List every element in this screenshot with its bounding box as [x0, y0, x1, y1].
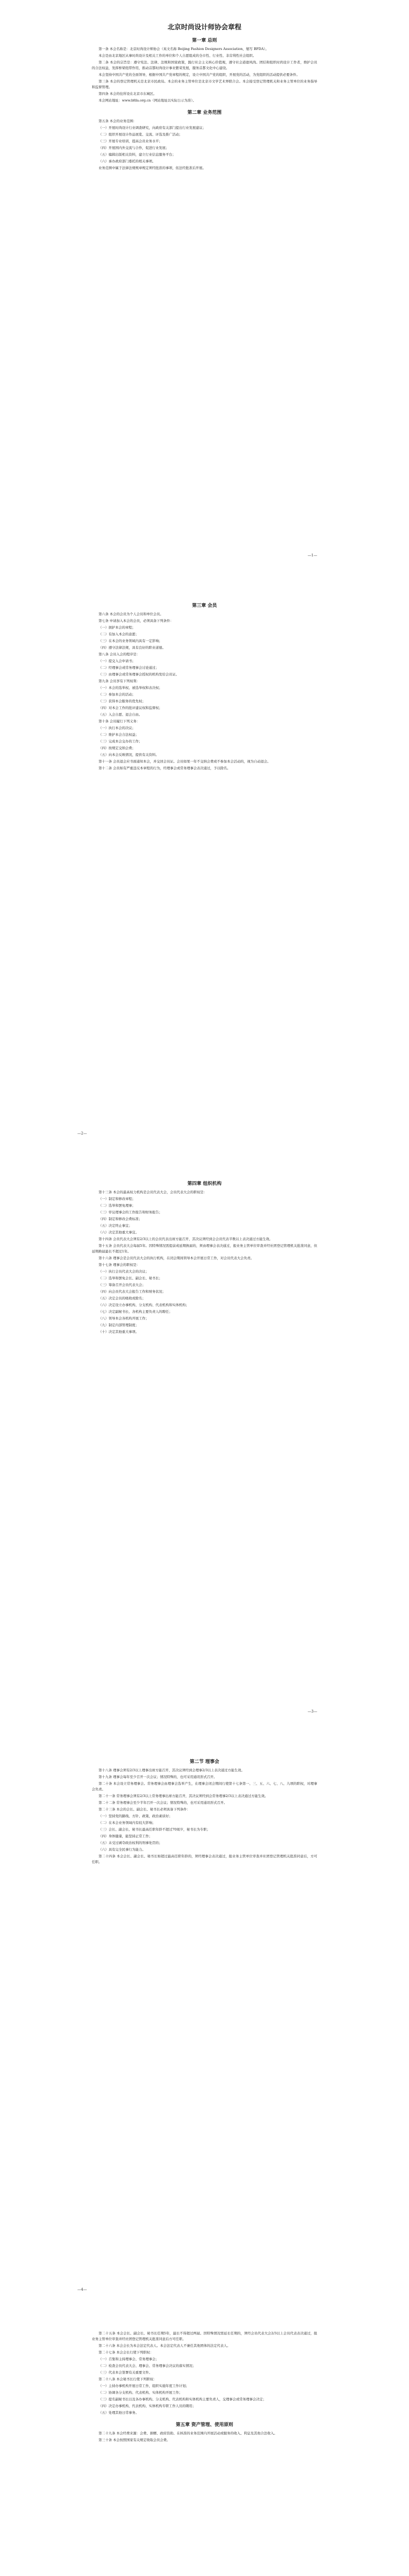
paragraph: （四）身体健康，能坚持正常工作；: [99, 1834, 152, 1838]
paragraph: （三）审议理事会的工作报告和财务报告；: [99, 1210, 162, 1214]
page-number: —4—: [77, 2287, 87, 2292]
paragraph: 第十三条 本会的最高权力机构是会员代表大会，会员代表大会的职权是：: [99, 1190, 207, 1194]
paragraph: （一）制定和修改章程；: [99, 1197, 136, 1201]
paragraph: （六）决定其他重大事宜。: [99, 1230, 139, 1234]
paragraph: （五）编辑出版相关资料，建立行业信息服务平台；: [99, 152, 176, 157]
paragraph: 第二十二条 常务理事会至少半年召开一次会议；情况特殊的，也可采用通讯形式召开。: [99, 1801, 227, 1805]
paragraph: （三）获得本会服务的优先权；: [99, 699, 145, 703]
paragraph: 第四条 本会的住所设在北京市东城区。: [99, 92, 157, 96]
paragraph: （四）按规定交纳会费；: [99, 746, 136, 750]
paragraph: 第二十六条 本会会长为本会法定代表人。本会法定代表人不兼任其他团体的法定代表人。: [99, 2344, 231, 2348]
paragraph: （一）主持办事机构开展日常工作，组织实施年度工作计划；: [99, 2384, 189, 2388]
paragraph: 第六条 本会的会员为个人会员和单位会员。: [99, 612, 163, 616]
paragraph: 第二十八条 本会秘书长行使下列职权：: [99, 2377, 157, 2381]
paragraph: 第九条 会员享有下列权利：: [99, 679, 140, 683]
paragraph: 第十二条 会员如有严重违反本章程的行为，经理事会或常务理事会表决通过，予以除名。: [99, 766, 231, 770]
paragraph: （四）开展国内外交流与合作，促进行业发展；: [99, 146, 169, 150]
paragraph: 第二十一条 常务理事会须有2/3以上常务理事出席方能召开，其决议须经到会常务理事2/3以上表决通过方能生效。: [99, 1794, 268, 1798]
paragraph: （二）检查会员代表大会、理事会、常务理事会决议的落实情况；: [99, 2364, 196, 2368]
paragraph: （三）代表本会签署有关重要文件。: [99, 2370, 152, 2375]
paragraph: （五）决定终止事宜；: [99, 1224, 132, 1228]
paragraph: 第三条 本会的登记管理机关是北京市民政局。本会的业务主管单位是北京市文学艺术界联合会。本会接受登记管理机关和业务主管单位的业务指导和监督管理。: [92, 79, 317, 89]
document-page: [0, 1156, 409, 1734]
paragraph: 业务范围中属于法律法规规章规定须经批准的事项，依法经批准后开展。: [99, 166, 206, 170]
paragraph: （六）承办政府部门委托的相关事项。: [99, 159, 156, 163]
paragraph: （五）向本会反映情况，提供有关资料。: [99, 753, 159, 757]
paragraph: （一）执行会员代表大会的决议；: [99, 1269, 149, 1274]
page-content: [92, 1753, 317, 1866]
paragraph: 第七条 申请加入本会的会员，必须具备下列条件：: [99, 619, 174, 623]
paragraph: （二）组织开展设计作品展览、交流、评选及推广活动；: [99, 132, 183, 137]
paragraph: （五）决定会员的吸收或除名；: [99, 1296, 145, 1300]
paragraph: （二）经理事会或常务理事会讨论通过；: [99, 666, 159, 670]
paragraph: （一）开展时尚设计行业调查研究，向政府有关部门提出行业发展建议；: [99, 126, 206, 130]
paragraph: 第一条 本会名称是：北京时尚设计师协会（英文名称 Beijing Fashion Designers Association，缩写 BFDA）。: [99, 47, 269, 51]
section-heading: 第二节 理事会: [189, 1759, 220, 1765]
paragraph: （六）决定设立办事机构、分支机构、代表机构和实体机构；: [99, 1303, 189, 1307]
paragraph: （四）决定办事机构、代表机构、实体机构专职工作人员的聘用；: [99, 2404, 196, 2408]
section-heading: 第二章 业务范围: [187, 110, 222, 115]
paragraph: 第十一条 会员退会应书面通知本会，并交回会员证。会员如果一年不交纳会费或不参加本会活动的，视为自动退会。: [99, 759, 271, 764]
paragraph: （一）本会的选举权、被选举权和表决权；: [99, 686, 162, 690]
paragraph: （四）向会员代表大会报告工作和财务状况；: [99, 1290, 166, 1294]
paragraph: 第三十条 本会按照国家有关规定收取会员会费。: [99, 2438, 170, 2442]
page-number: —3—: [307, 1709, 317, 1714]
document-page: [0, 1734, 409, 2312]
paragraph: 第十七条 理事会的职权是：: [99, 1263, 140, 1267]
paragraph: （八）领导本会各机构开展工作；: [99, 1316, 149, 1320]
paragraph: （五）处理其他日常事务。: [99, 2411, 139, 2415]
paragraph: （三）筹备召开会员代表大会；: [99, 1283, 145, 1287]
paragraph: 第十条 会员履行下列义务：: [99, 719, 140, 723]
section-heading: 第三章 会员: [192, 603, 217, 608]
paragraph: （三）提名副秘书长以及各办事机构、分支机构、代表机构和实体机构主要负责人，交理事会或常务理事会决定；: [99, 2397, 266, 2401]
paragraph: （一）坚持党的路线、方针、政策，政治素质好；: [99, 1814, 172, 1818]
paragraph: （一）拥护本会的章程；: [99, 625, 136, 630]
section-heading: 第五章 资产管理、使用原则: [175, 2422, 234, 2428]
paragraph: （三）完成本会交办的工作；: [99, 739, 142, 743]
page-content: [92, 19, 317, 172]
paragraph: （七）决定副秘书长、各机构主要负责人的聘任；: [99, 1310, 172, 1314]
paragraph: （二）参加本会的活动；: [99, 692, 136, 697]
paragraph: 第十六条 理事会是会员代表大会的执行机构，在闭会期间领导本会开展日常工作，对会员代表大会负责。: [99, 1256, 254, 1260]
paragraph: （一）召集和主持理事会、常务理事会；: [99, 2357, 159, 2361]
paragraph: （二）选举和罢免会长、副会长、秘书长；: [99, 1276, 162, 1280]
page-number: —2—: [77, 1131, 87, 1136]
section-heading: 第四章 组织机构: [187, 1181, 222, 1187]
paragraph: （二）维护本会合法权益；: [99, 733, 139, 737]
paragraph: 第二十三条 本会的会长、副会长、秘书长必须具备下列条件：: [99, 1807, 190, 1811]
document-page: [0, 578, 409, 1156]
paragraph: 第五条 本会的业务范围：: [99, 119, 137, 123]
paragraph: 第十五条 会员代表大会每届5年。因特殊情况需提前或延期换届的，须由理事会表决通过，报业务主管单位审查并经社团登记管理机关批准同意，但延期换届最长不超过1年。: [92, 1244, 317, 1253]
paragraph: （五）未受过剥夺政治权利的刑事处罚的；: [99, 1841, 162, 1845]
page-content: [92, 1175, 317, 1336]
paragraph: （四）对本会工作的批评建议权和监督权；: [99, 706, 162, 710]
paragraph: 第二十九条 本会经费来源：会费、捐赠、政府资助、在核准的业务范围内开展活动或服务的收入、利息及其他合法收入。: [99, 2431, 277, 2435]
page-content: [92, 597, 317, 772]
paragraph: （六）具有完全民事行为能力。: [99, 1848, 145, 1852]
paragraph: （三）在本会的业务领域内具有一定影响；: [99, 639, 162, 643]
paragraph: 第二十七条 本会会长行使下列职权：: [99, 2350, 154, 2354]
paragraph: 第十四条 会员代表大会须有2/3以上的会员代表出席方能召开，其决议须经到会会员代表半数以上表决通过方能生效。: [99, 1237, 273, 1241]
paragraph: 第八条 会员入会的程序是：: [99, 652, 140, 656]
document-page: [0, 0, 409, 578]
paragraph: （三）开展专业培训，提高会员业务水平；: [99, 139, 162, 143]
paragraph: （五）入会自愿、退会自由。: [99, 713, 142, 717]
paragraph: 本会是由北京地区从事时尚设计及相关工作的单位和个人自愿组成的全市性、行业性、非营利性社会组织。: [99, 54, 256, 58]
paragraph: （十）决定其他重大事项。: [99, 1330, 139, 1334]
paragraph: （二）选举和罢免理事；: [99, 1204, 136, 1208]
paragraph: （二）在本会业务领域内有较大影响；: [99, 1821, 156, 1825]
paragraph: （四）遵守法律法规，具有良好的职业道德。: [99, 646, 166, 650]
paragraph: 本会网站地址：www.bfda.org.cn（网站地址以实际公示为准）。: [99, 98, 196, 103]
paragraph: （一）提交入会申请书；: [99, 659, 136, 663]
paragraph: 第二十四条 本会会长、副会长、秘书长如超过最高任职年龄的，须经理事会表决通过，报业务主管单位审查并社团登记管理机关批准同意后，方可任职。: [92, 1854, 317, 1864]
paragraph: 第十九条 理事会每年至少召开一次会议；情况特殊的，也可采用通讯形式召开。: [99, 1775, 217, 1779]
paragraph: （三）由理事会或常务理事会授权的机构发给会员证。: [99, 672, 179, 676]
paragraph: 第二十五条 本会会长、副会长、秘书长任期5年，最长不得超过两届。因特殊情况需延长任期的，须经会员代表大会2/3以上会员代表表决通过，报业务主管单位审查并经社团登记管理机关批准同意后方可任职。: [92, 2331, 317, 2341]
paragraph: （二）协调各分支机构、代表机构、实体机构开展工作；: [99, 2391, 183, 2395]
section-heading: 第一章 总则: [192, 38, 217, 43]
paragraph: （二）有加入本会的意愿；: [99, 632, 139, 636]
paragraph: （一）执行本会的决议；: [99, 726, 136, 730]
document-page: [0, 2312, 409, 2576]
paragraph: （九）制定内部管理制度；: [99, 1323, 139, 1327]
paragraph: 第二十条 本会设立常务理事会。常务理事会由理事会选举产生，在理事会闭会期间行使第十七条第一、三、五、六、七、八、九项的职权，对理事会负责。: [92, 1782, 317, 1791]
paragraph: （四）制定和修改会费标准；: [99, 1217, 142, 1221]
paragraph: 第二条 本会的宗旨是：遵守宪法、法律、法规和国家政策，践行社会主义核心价值观，遵守社会道德风尚。团结和组织时尚设计工作者，维护会员的合法权益，发挥桥梁纽带作用，推动首都时尚设计事业繁荣发展，服务首都文化中心建设。: [92, 60, 317, 70]
page-content: [92, 2331, 317, 2444]
paragraph: 第十八条 理事会须有2/3以上理事出席方能召开，其决议须经到会理事2/3以上表决通过方能生效。: [99, 1768, 244, 1772]
page-number: —1—: [307, 553, 317, 557]
paragraph: （三）会长、副会长、秘书长最高任职年龄不超过70周岁，秘书长为专职；: [99, 1827, 210, 1832]
document-title: 北京时尚设计师协会章程: [167, 24, 241, 31]
paragraph: 本会坚持中国共产党的全面领导，根据中国共产党章程的规定，设立中国共产党的组织，开展党的活动，为党组织的活动提供必要条件。: [99, 73, 300, 77]
